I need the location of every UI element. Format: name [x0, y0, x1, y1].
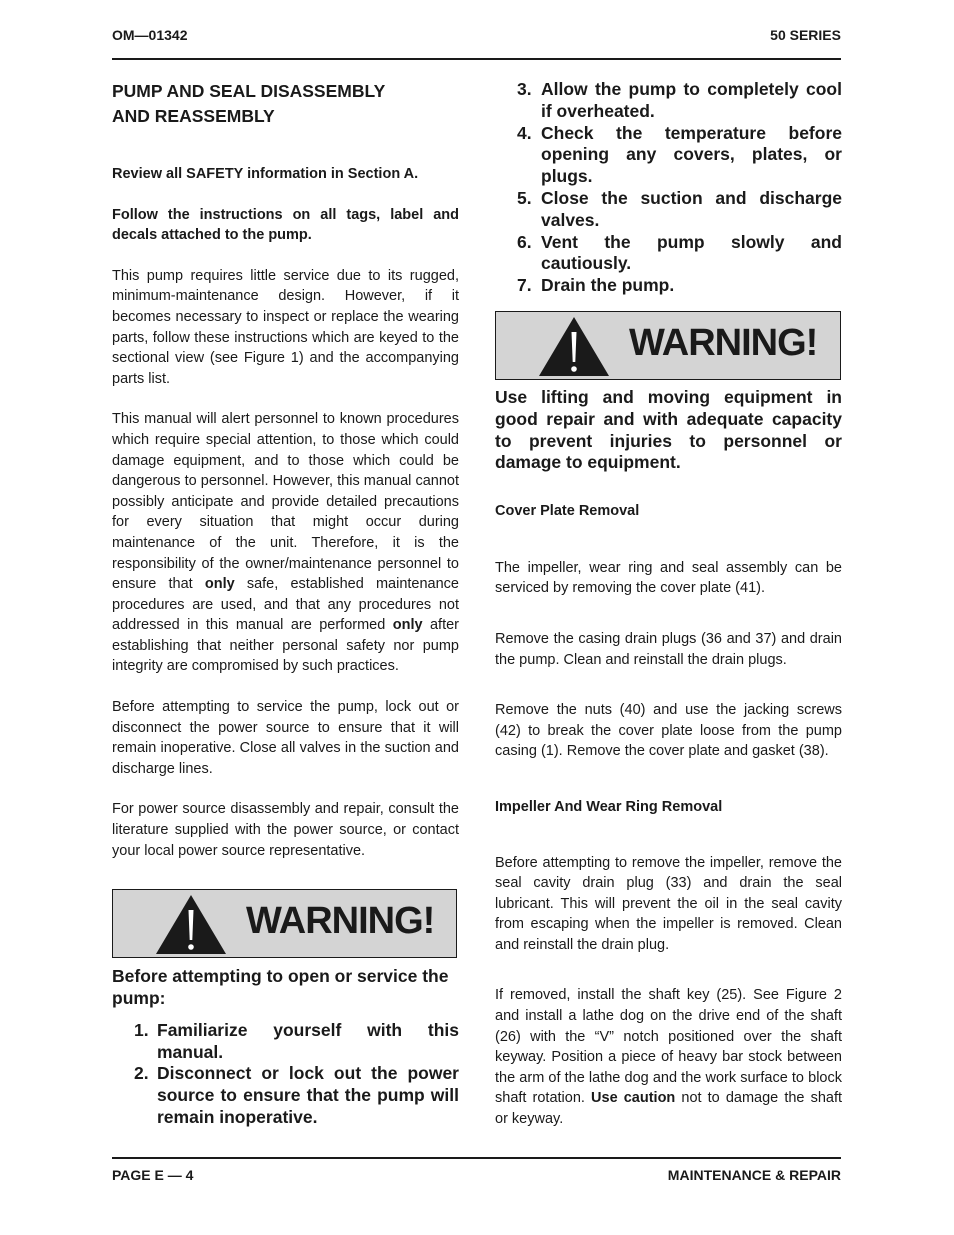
intro-paragraph: This pump requires little service due to its rugged, minimum-maintenance design. However, if it becomes necessary to inspect or replace the wearing parts, follow these instructions which are keyed to the sectional view (see Figure 1) and the accompanying parts list.: [112, 267, 459, 387]
step-number: 6.: [517, 231, 532, 252]
precautions-paragraph: [112, 409, 459, 677]
precautions-emphasis-2: only: [392, 617, 423, 634]
use-caution-emphasis: Use caution: [591, 1090, 676, 1107]
warning-box-left: [112, 889, 457, 958]
document-id: OM—01342: [112, 27, 188, 43]
warning-label: WARNING!: [246, 900, 435, 943]
lifting-warning-text: Use lifting and moving equipment in good repair and with adequate capacity to prevent injuries to personnel or damage to equipment.: [495, 386, 842, 473]
precautions-text-e: after establishing that neither personal safety nor pump integrity are compromised by such practices.: [112, 617, 459, 675]
left-column: [112, 79, 459, 1129]
list-item: [517, 79, 842, 123]
precautions-text-c: safe, established maintenance procedures are used, and that any procedures not addressed in this manual are performed: [112, 576, 459, 634]
footer-rule: [112, 1157, 841, 1159]
step-number: 4.: [517, 122, 532, 143]
power-source-paragraph: For power source disassembly and repair, consult the literature supplied with the power source, or contact your local power source representative.: [112, 801, 459, 859]
step-number: 3.: [517, 79, 532, 99]
section-title-line1: PUMP AND SEAL DISASSEMBLY: [112, 81, 386, 101]
cover-plate-paragraph-3: Remove the nuts (40) and use the jacking screws (42) to break the cover plate loose from the pump casing (1). Remove the cover plate and gasket (38).: [495, 702, 842, 760]
step-text: Allow the pump to completely cool if overheated.: [541, 79, 842, 121]
step-text: Check the temperature before opening any covers, plates, or plugs.: [541, 122, 842, 187]
step-text: Disconnect or lock out the power source to ensure that the pump will remain inoperative.: [157, 1063, 459, 1127]
precaution-steps-right: [495, 79, 842, 297]
impeller-text-c: not to damage the shaft or keyway.: [495, 1090, 843, 1128]
list-item: [517, 123, 842, 188]
impeller-heading: Impeller And Wear Ring Removal: [495, 798, 723, 815]
cover-plate-paragraph-1: The impeller, wear ring and seal assembly can be serviced by removing the cover plate (41).: [495, 559, 842, 597]
tags-note: Follow the instructions on all tags, label and decals attached to the pump.: [112, 206, 459, 244]
step-text: Vent the pump slowly and cautiously.: [541, 231, 842, 274]
impeller-paragraph-1: Before attempting to remove the impeller, remove the seal cavity drain plug (33) and drain the seal lubricant. This will prevent the oil in the seal cavity from escaping when the impeller is removed. Clean and reinstall the drain plug.: [495, 854, 842, 953]
step-text: Familiarize yourself with this manual.: [157, 1019, 459, 1062]
page-number: PAGE E — 4: [112, 1167, 194, 1183]
list-item: [517, 188, 842, 232]
warning-label: WARNING!: [629, 321, 818, 364]
precautions-emphasis-1: only: [204, 576, 235, 593]
impeller-paragraph-2: [495, 985, 842, 1129]
step-text: Drain the pump.: [541, 275, 675, 296]
step-text: Close the suction and discharge valves.: [541, 187, 842, 230]
warning-triangle-icon: [153, 892, 229, 956]
precautions-text-a: This manual will alert personnel to known procedures which require special attention, to those which could damage equipment, and to those which could be dangerous to personnel. However, this manual cannot possibly anticipate and provide detailed precautions for every situation that might occur during maintenance of the unit. Therefore, it is the responsibility of the owner/maintenance personnel to ensure that: [112, 411, 459, 593]
step-number: 5.: [517, 187, 532, 208]
section-title-line2: AND REASSEMBLY: [112, 106, 275, 126]
safety-note: Review all SAFETY information in Section A.: [112, 166, 419, 182]
list-item: [517, 232, 842, 276]
section-title: [112, 79, 459, 129]
list-item: [517, 275, 842, 297]
warning-box-right: [495, 311, 841, 380]
step-number: 7.: [517, 275, 532, 296]
list-item: [134, 1063, 459, 1128]
precaution-steps-left: [112, 1020, 459, 1129]
lockout-paragraph: Before attempting to service the pump, lock out or disconnect the power source to ensure that it will remain inoperative. Close all valves in the suction and discharge lines.: [112, 699, 459, 777]
list-item: [134, 1020, 459, 1064]
series-label: 50 SERIES: [770, 27, 841, 43]
cover-plate-heading: Cover Plate Removal: [495, 503, 640, 520]
page-header: [112, 27, 841, 47]
cover-plate-paragraph-2: Remove the casing drain plugs (36 and 37) and drain the pump. Clean and reinstall the drain plugs.: [495, 630, 842, 668]
warning-intro: Before attempting to open or service the pump:: [112, 966, 449, 1009]
step-number: 1.: [134, 1019, 149, 1040]
right-column: [495, 79, 842, 1130]
step-number: 2.: [134, 1063, 149, 1084]
impeller-text-a: If removed, install the shaft key (25). See Figure 2 and install a lathe dog on the drive end of the shaft (26) with the “V” notch positioned over the shaft keyway. Position a piece of heavy bar stock between the arm of the lathe dog and the work surface to block shaft rotation.: [495, 987, 842, 1107]
header-rule: [112, 58, 841, 60]
warning-triangle-icon: [536, 314, 612, 378]
page-footer: [112, 1167, 841, 1187]
section-name: MAINTENANCE & REPAIR: [667, 1167, 841, 1183]
